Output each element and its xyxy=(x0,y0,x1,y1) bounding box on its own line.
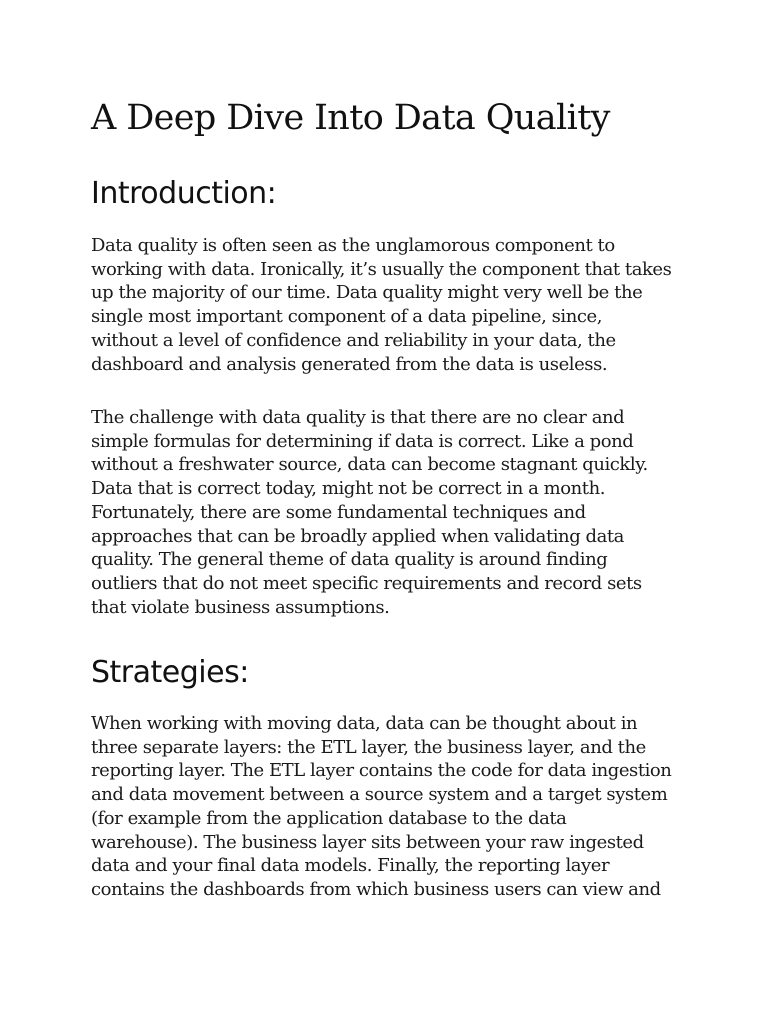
paragraph-line: The challenge with data quality is that there are no clear and xyxy=(91,407,625,428)
introduction-paragraph-1 xyxy=(91,234,691,376)
paragraph-line: and data movement between a source system and a target system xyxy=(91,784,668,806)
paragraph-line: working with data. Ironically, it’s usually the component that takes xyxy=(91,258,672,280)
paragraph-line: reporting layer. The ETL layer contains the code for data ingestion xyxy=(91,760,672,782)
paragraph-line: data and your final data models. Finally, the reporting layer xyxy=(91,855,610,877)
introduction-paragraph-2 xyxy=(91,406,691,619)
paragraph-line: single most important component of a data pipeline, since, xyxy=(91,306,602,328)
paragraph-line: quality. The general theme of data quality is around finding xyxy=(91,549,608,571)
paragraph-line: simple formulas for determining if data is correct. Like a pond xyxy=(91,430,634,452)
section-heading-strategies: Strategies: xyxy=(91,655,249,690)
paragraph-line: Fortunately, there are some fundamental techniques and xyxy=(91,501,586,523)
document-title: A Deep Dive Into Data Quality xyxy=(91,98,610,138)
paragraph-line: Data that is correct today, might not be correct in a month. xyxy=(91,478,606,500)
paragraph-line: approaches that can be broadly applied when validating data xyxy=(91,525,624,547)
paragraph-line: that violate business assumptions. xyxy=(91,596,390,618)
paragraph-line: warehouse). The business layer sits between your raw ingested xyxy=(91,831,644,853)
paragraph-line: (for example from the application database to the data xyxy=(91,807,567,829)
strategies-paragraph-1 xyxy=(91,712,691,902)
paragraph-line: Data quality is often seen as the unglamorous component to xyxy=(91,235,615,256)
paragraph-line: without a level of confidence and reliability in your data, the xyxy=(91,329,616,351)
paragraph-line: without a freshwater source, data can become stagnant quickly. xyxy=(91,454,648,476)
paragraph-line: dashboard and analysis generated from the data is useless. xyxy=(91,353,608,375)
paragraph-line: contains the dashboards from which business users can view and xyxy=(91,878,661,900)
paragraph-line: When working with moving data, data can be thought about in xyxy=(91,713,638,734)
paragraph-line: up the majority of our time. Data quality might very well be the xyxy=(91,282,643,304)
paragraph-line: three separate layers: the ETL layer, the business layer, and the xyxy=(91,736,646,758)
section-heading-introduction: Introduction: xyxy=(91,176,277,211)
paragraph-line: outliers that do not meet specific requirements and record sets xyxy=(91,572,642,594)
